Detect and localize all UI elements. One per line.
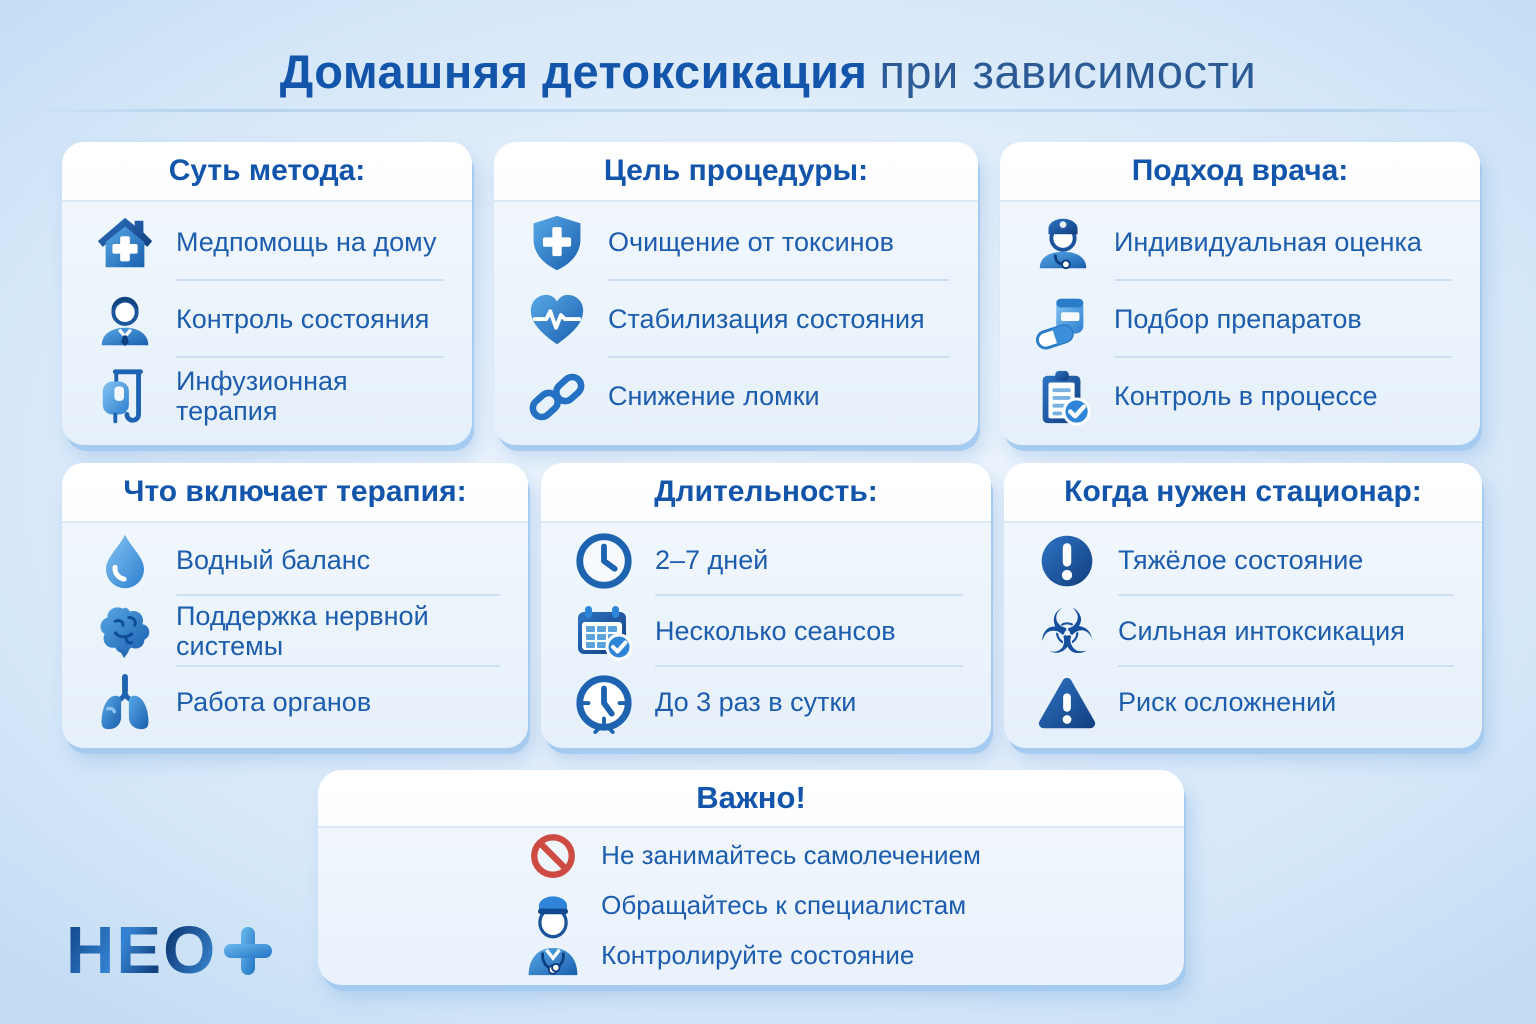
list-item (92, 204, 446, 281)
list-item (1034, 525, 1456, 596)
list-item (1030, 204, 1454, 281)
cards-row-1 (62, 142, 1480, 445)
card-title: Длительность: (541, 463, 991, 521)
item-label: Контроль в процессе (1114, 380, 1378, 411)
house-medical-icon (92, 210, 158, 276)
brain-icon (92, 599, 158, 665)
no-entry-icon (521, 832, 585, 880)
biohazard-icon: ☣ (1039, 594, 1095, 668)
item-label: Стабилизация состояния (608, 303, 925, 334)
brand-logo (66, 912, 275, 989)
alarm-clock-icon (571, 670, 637, 736)
list-item (524, 281, 952, 358)
item-label: Сильная интоксикация (1118, 615, 1405, 646)
plus-icon (221, 924, 275, 983)
water-drop-icon (92, 528, 158, 594)
warning-triangle-icon (1034, 670, 1100, 736)
list-item (1030, 281, 1454, 358)
exclamation-circle-icon (1034, 528, 1100, 594)
item-label: Инфузионная терапия (176, 365, 348, 426)
card-title: Что включает терапия: (62, 463, 528, 521)
page-title-regular: при зависимости (879, 45, 1257, 98)
page-title (0, 44, 1536, 99)
important-item-label: Не занимайтесь самолечением (601, 840, 981, 870)
list-item (1034, 667, 1456, 738)
item-label: Поддержка нервной системы (176, 600, 429, 661)
card-method-essence (62, 142, 472, 445)
item-label: Работа органов (176, 686, 372, 717)
calendar-check-icon (571, 599, 637, 665)
card-procedure-goal (494, 142, 978, 445)
list-item (92, 358, 446, 435)
list-item (524, 358, 952, 435)
item-label: Водный баланс (176, 544, 371, 575)
chain-link-icon (524, 364, 590, 430)
important-item-label: Обращайтесь к специалистам (601, 890, 967, 920)
item-label: Контроль состояния (176, 303, 430, 334)
item-label: Несколько сеансов (655, 615, 896, 646)
card-important (318, 770, 1184, 985)
list-item (571, 525, 965, 596)
page-title-bold: Домашняя детоксикация (279, 45, 868, 98)
card-doctor-approach (1000, 142, 1480, 445)
doctor-cap-icon (1030, 210, 1096, 276)
list-item (524, 204, 952, 281)
card-title: Цель процедуры: (494, 142, 978, 200)
iv-drip-icon (92, 364, 158, 430)
list-item (92, 596, 502, 667)
item-label: Подбор препаратов (1114, 303, 1362, 334)
pills-icon (1030, 287, 1096, 353)
list-item (92, 281, 446, 358)
card-duration (541, 463, 991, 748)
card-when-hospital (1004, 463, 1482, 748)
heart-pulse-icon (524, 287, 590, 353)
surgeon-icon (521, 885, 585, 979)
brand-logo-text: НЕО (66, 913, 218, 988)
card-title: Подход врача: (1000, 142, 1480, 200)
item-label: До 3 раз в сутки (655, 686, 857, 717)
clock-icon (571, 528, 637, 594)
card-title: Суть метода: (62, 142, 472, 200)
card-therapy-includes (62, 463, 528, 748)
card-title: Важно! (318, 770, 1184, 826)
list-item (571, 667, 965, 738)
item-label: 2–7 дней (655, 544, 769, 575)
card-title: Когда нужен стационар: (1004, 463, 1482, 521)
lungs-icon (92, 670, 158, 736)
important-item-label: Контролируйте состояние (601, 940, 915, 970)
item-label: Тяжёлое состояние (1118, 544, 1364, 575)
list-item (92, 667, 502, 738)
item-label: Очищение от токсинов (608, 226, 894, 257)
list-item (1034, 596, 1456, 667)
shield-cross-icon (524, 210, 590, 276)
item-label: Риск осложнений (1118, 686, 1337, 717)
item-label: Индивидуальная оценка (1114, 226, 1422, 257)
list-item (92, 525, 502, 596)
cards-row-2 (62, 463, 1482, 748)
title-divider (24, 109, 1512, 112)
list-item (571, 596, 965, 667)
clipboard-check-icon (1030, 364, 1096, 430)
item-label: Медпомощь на дому (176, 226, 437, 257)
list-item (1030, 358, 1454, 435)
doctor-icon (92, 287, 158, 353)
item-label: Снижение ломки (608, 380, 820, 411)
